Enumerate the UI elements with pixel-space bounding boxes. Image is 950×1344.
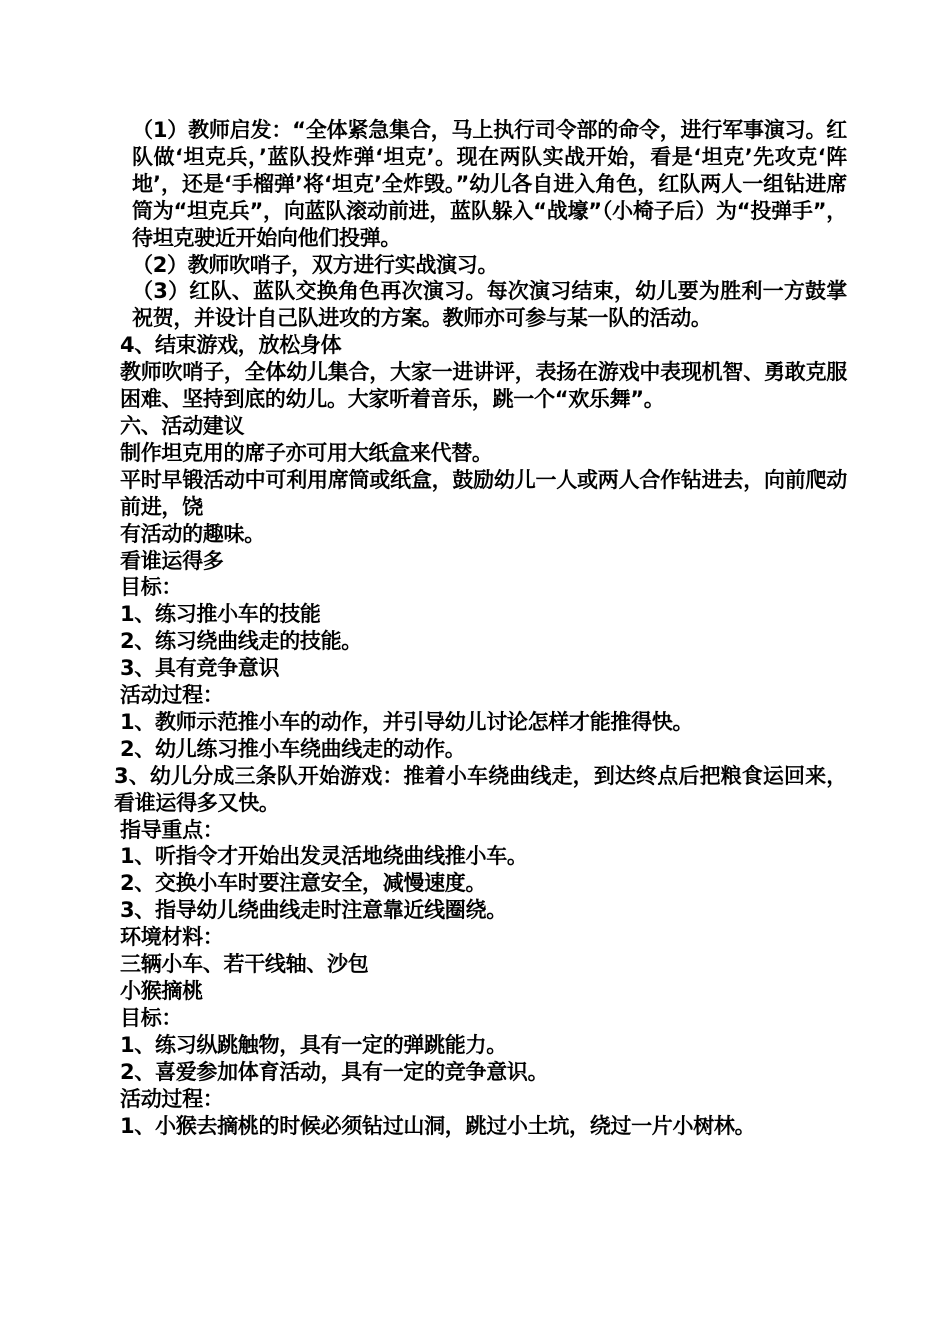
paragraph-suggestion-morning: 平时早锻活动中可利用席筒或纸盒，鼓励幼儿一人或两人合作钻进去，向前爬动前进，饶 xyxy=(120,467,847,519)
heading-goals-2: 目标： xyxy=(120,1005,183,1030)
guidance-item-instruction: 1、听指令才开始出发灵活地绕曲线推小车。 xyxy=(120,844,528,869)
heading-process-1: 活动过程： xyxy=(120,683,224,708)
process-item-practice: 2、幼儿练习推小车绕曲线走的动作。 xyxy=(120,736,466,761)
process-item-monkey-route: 1、小猴去摘桃的时候必须钻过山洞，跳过小土坑，绕过一片小树林。 xyxy=(120,1113,756,1138)
goal-item-competition: 3、具有竞争意识 xyxy=(120,656,280,681)
paragraph-teacher-review: 教师吹哨子，全体幼儿集合，大家一进讲评，表扬在游戏中表现机智、勇敢克服困难、坚持到底的幼儿。大家听着音乐，跳一个“欢乐舞”。 xyxy=(120,360,847,412)
paragraph-military-drill-intro: （1）教师启发：“全体紧急集合，马上执行司令部的命令，进行军事演习。红队做‘坦克兵，’蓝队投炸弹‘坦克’。现在两队实战开始，看是‘坦克’先攻克‘阵地’，还是‘手榴弹’将‘坦克’全炸毁。”幼儿各自进入角色，红队两人一组钻进席筒为“坦克兵”，向蓝队滚动前进，蓝队躲入“战壕”（小椅子后）为“投弹手”，待坦克驶近开始向他们投弹。 xyxy=(132,118,847,250)
process-item-teams: 3、幼儿分成三条队开始游戏：推着小车绕曲线走，到达终点后把粮食运回来，看谁运得多又快。 xyxy=(114,763,847,815)
goal-item-jump: 1、练习纵跳触物，具有一定的弹跳能力。 xyxy=(120,1032,507,1057)
heading-end-game: 4、结束游戏，放松身体 xyxy=(120,333,342,358)
heading-process-2: 活动过程： xyxy=(120,1086,224,1111)
heading-activity-suggestions: 六、活动建议 xyxy=(120,413,245,438)
document-page xyxy=(112,117,847,1139)
heading-game-monkey-peaches: 小猴摘桃 xyxy=(120,979,203,1003)
paragraph-suggestion-fun: 有活动的趣味。 xyxy=(120,521,265,546)
goal-item-curve-walk: 2、练习绕曲线走的技能。 xyxy=(120,629,363,654)
paragraph-suggestion-box: 制作坦克用的席子亦可用大纸盒来代替。 xyxy=(120,440,493,465)
heading-game-who-carries-more: 看谁运得多 xyxy=(120,548,224,573)
paragraph-swap-roles: （3）红队、蓝队交换角色再次演习。每次演习结束，幼儿要为胜利一方鼓掌祝贺，并设计自己队进攻的方案。教师亦可参与某一队的活动。 xyxy=(132,279,847,331)
guidance-item-safety: 2、交换小车时要注意安全，减慢速度。 xyxy=(120,871,487,896)
paragraph-whistle-drill: （2）教师吹哨子，双方进行实战演习。 xyxy=(132,252,499,277)
heading-guidance-points: 指导重点： xyxy=(120,817,224,842)
heading-goals-1: 目标： xyxy=(120,575,183,600)
goal-item-love-sports: 2、喜爱参加体育活动，具有一定的竞争意识。 xyxy=(120,1059,549,1084)
goal-item-push-cart: 1、练习推小车的技能 xyxy=(120,602,321,627)
materials-list: 三辆小车、若干线轴、沙包 xyxy=(120,952,369,977)
heading-materials: 环境材料： xyxy=(120,925,224,950)
guidance-item-circle: 3、指导幼儿绕曲线走时注意靠近线圈绕。 xyxy=(120,898,507,923)
process-item-demo: 1、教师示范推小车的动作，并引导幼儿讨论怎样才能推得快。 xyxy=(120,709,694,734)
